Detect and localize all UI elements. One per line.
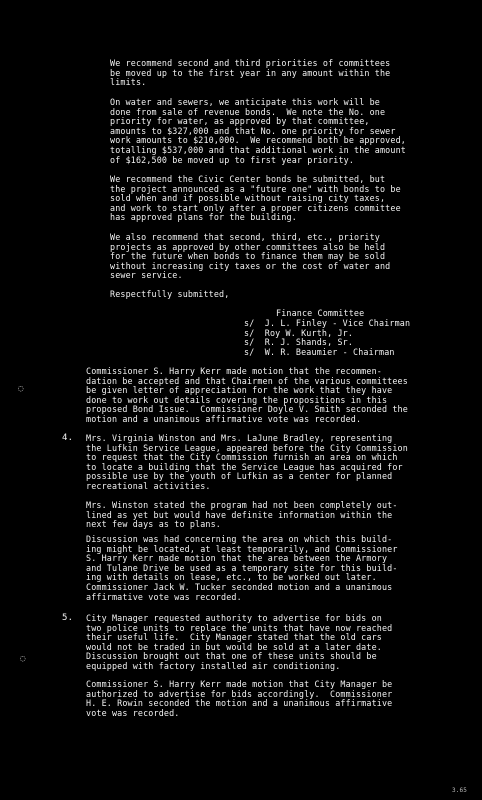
paragraph-program-plans: Mrs. Winston stated the program had not been completely out- lined as yet but would have definite information within the next few days as to plans. (86, 500, 398, 530)
hole-punch-mark: ◌ (18, 384, 24, 394)
item-number-4: 4. (62, 433, 74, 443)
item-number-5: 5. (62, 613, 74, 623)
paragraph-priorities: We recommend second and third priorities of committees be moved up to the first year in any amount within the limits. (110, 58, 391, 88)
paragraph-civic-center: We recommend the Civic Center bonds be submitted, but the project announced as a "future one" with bonds to be sold when and if possible without raising city taxes, and work to start only after a proper citizens committee has approved plans for the building. (110, 174, 401, 223)
hole-punch-mark: ◌ (20, 654, 26, 664)
paragraph-bids-motion: Commissioner S. Harry Kerr made motion that City Manager be authorized to advertise for bids accordingly. Commissioner H. E. Rowin seconded the motion and a unanimous affirmative vote was recorded. (86, 679, 393, 718)
corner-mark: 3.65 (452, 787, 468, 794)
paragraph-motion-accept: Commissioner S. Harry Kerr made motion that the recommen- dation be accepted and that Chairmen of the various committees be given letter of appreciation for the work that they have done to work out details covering the propositions in this proposed Bond Issue. Commissioner Doyle V. Smith seconded the motion and a unanimous affirmative vote was recorded. (86, 366, 408, 424)
paragraph-other-priorities: We also recommend that second, third, etc., priority projects as approved by other committees also be held for the future when bonds to finance them may be sold without increasing city taxes or the cost of water and sewer service. (110, 232, 391, 281)
paragraph-building-site: Discussion was had concerning the area on which this build- ing might be located, at least temporarily, and Commissioner S. Harry Kerr made motion that the area between the Armory and Tulane Drive be used as a temporary site for this build- ing with details on lease, etc., to be worked out later. Commissioner Jack W. Tucker seconded motion and a unanimous affirmative vote was recorded. (86, 534, 398, 602)
paragraph-service-league: Mrs. Virginia Winston and Mrs. LaJune Bradley, representing the Lufkin Service League, appeared before the City Commission to request that the City Commission furnish an area on which to locate a building that the Service League has acquired for possible use by the youth of Lufkin as a center for planned recreational activities. (86, 433, 408, 491)
paragraph-water-sewers: On water and sewers, we anticipate this work will be done from sale of revenue bonds. We note the No. one priority for water, as approved by that committee, amounts to $327,000 and that No. one priority for sewer work amounts to $210,000. We recommend both be approved, totalling $537,000 and that additional work in the amount of $162,500 be moved up to first year priority. (110, 97, 406, 165)
signature-block: s/ J. L. Finley - Vice Chairman s/ Roy W. Kurth, Jr. s/ R. J. Shands, Sr. s/ W. R. Beaumier - Chairman (244, 318, 411, 357)
paragraph-police-units: City Manager requested authority to advertise for bids on two police units to replace the units that have now reached their useful life. City Manager stated that the old cars would not be traded in but would be sold at a later date. Discussion brought out that one of these units should be equipped with factory installed air conditioning. (86, 613, 393, 671)
closing-line: Respectfully submitted, (110, 289, 230, 299)
committee-title: Finance Committee (276, 308, 365, 318)
